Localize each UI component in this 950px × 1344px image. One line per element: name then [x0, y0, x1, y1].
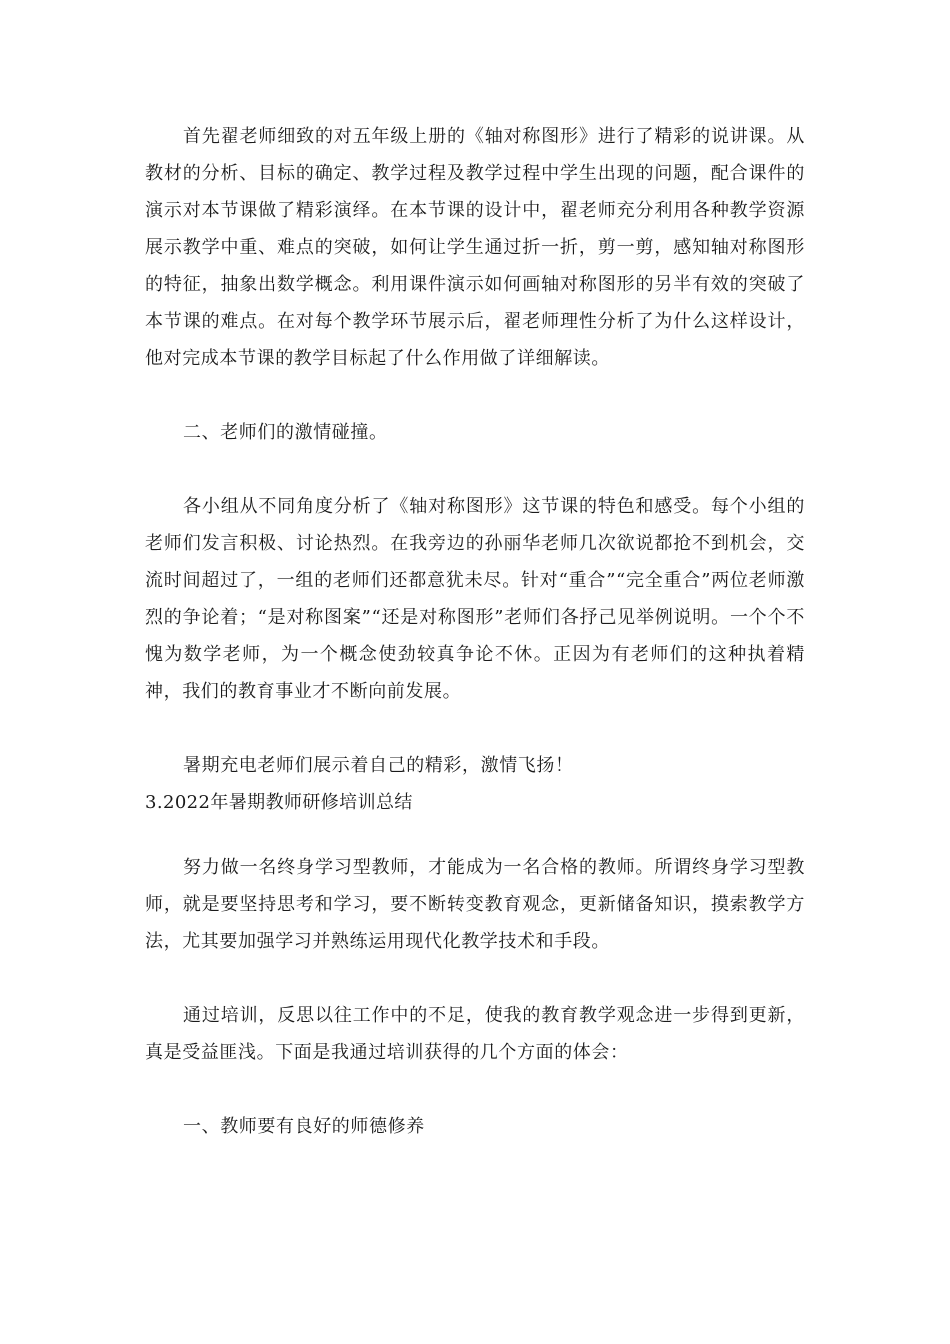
- paragraph-summer-closing: 暑期充电老师们展示着自己的精彩，激情飞扬！: [183, 755, 574, 776]
- paragraph-lifelong-learning: 努力做一名终身学习型教师，才能成为一名合格的教师。所谓终身学习型教师，就是要坚持思考和学习，要不断转变教育观念，更新储备知识，摸索教学方法，尤其要加强学习并熟练运用现代化教学技术和手段。: [145, 857, 805, 952]
- paragraph-training-reflection: 通过培训，反思以往工作中的不足，使我的教育教学观念进一步得到更新，真是受益匪浅。下面是我通过培训获得的几个方面的体会：: [145, 1005, 805, 1063]
- paragraph-lecture-summary: 首先翟老师细致的对五年级上册的《轴对称图形》进行了精彩的说讲课。从教材的分析、目标的确定、教学过程及教学过程中学生出现的问题，配合课件的演示对本节课做了精彩演绎。在本节课的设计中，翟老师充分利用各种教学资源展示教学中重、难点的突破，如何让学生通过折一折，剪一剪，感知轴对称图形的特征，抽象出数学概念。利用课件演示如何画轴对称图形的另半有效的突破了本节课的难点。在对每个教学环节展示后，翟老师理性分析了为什么这样设计，他对完成本节课的教学目标起了什么作用做了详细解读。: [145, 126, 805, 369]
- paragraph-group-discussion: 各小组从不同角度分析了《轴对称图形》这节课的特色和感受。每个小组的老师们发言积极、讨论热烈。在我旁边的孙丽华老师几次欲说都抢不到机会，交流时间超过了，一组的老师们还都意犹未尽。针对“重合”“完全重合”两位老师激烈的争论着；“是对称图案”“还是对称图形”老师们各抒己见举例说明。一个个不愧为数学老师，为一个概念使劲较真争论不休。正因为有老师们的这种执着精神，我们的教育事业才不断向前发展。: [145, 496, 805, 702]
- article-title: 3.2022年暑期教师研修培训总结: [145, 792, 413, 813]
- document-page: [145, 118, 805, 1145]
- section-heading-teachers-discussion: 二、老师们的激情碰撞。: [183, 422, 388, 443]
- section-heading-ethics: 一、教师要有良好的师德修养: [183, 1116, 425, 1137]
